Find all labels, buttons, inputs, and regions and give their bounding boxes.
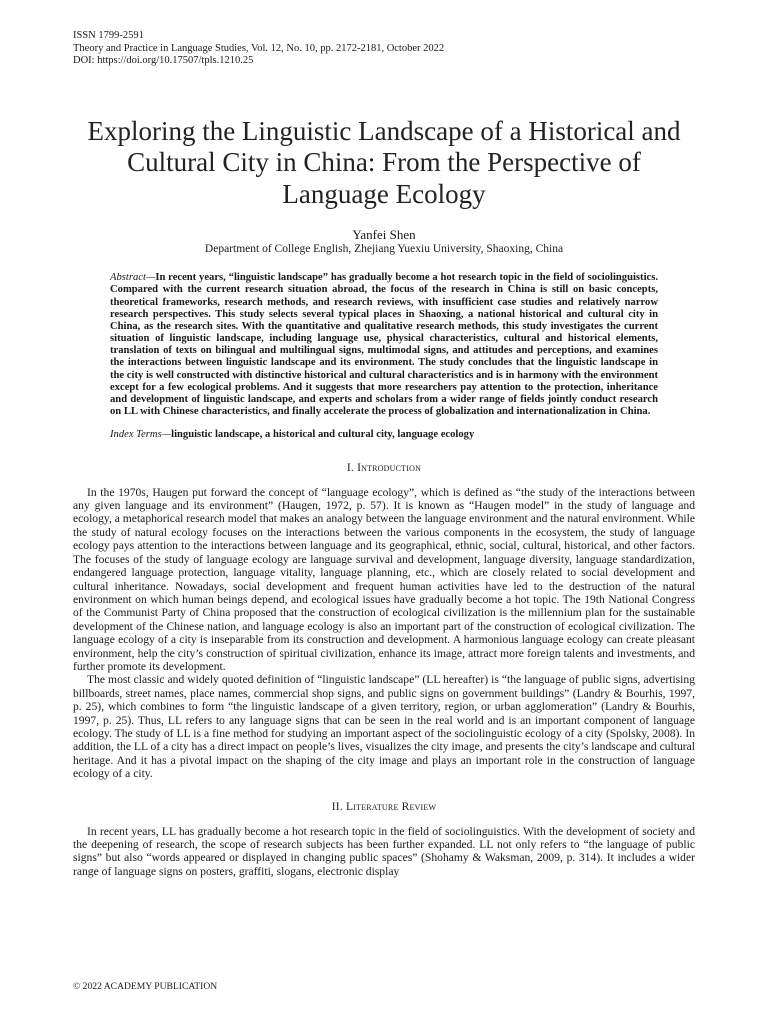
abstract [110,272,658,418]
index-terms [110,429,658,442]
body-paragraph: In recent years, LL has gradually become a hot research topic in the field of sociolinguistics. With the development of society and the deepening of research, the scope of research subjects has been further expanded. LL not only refers to “the language of public signs” but also “words appeared or displayed in changing public spaces” (Shohamy & Waksman, 2009, p. 314). It includes a wider range of language signs on posters, graffiti, slogans, electronic display [73,824,695,878]
issn: ISSN 1799-2591 [73,30,144,41]
section-number: I. [346,461,358,474]
index-terms-label: Index Terms— [110,429,172,441]
copyright-footer: © 2022 ACADEMY PUBLICATION [73,981,218,992]
section-heading-literature-review [73,801,695,814]
abstract-label: Abstract— [110,272,156,284]
section-heading-introduction [73,462,695,475]
journal-page [73,30,695,878]
author-name: Yanfei Shen [352,227,416,243]
doi-link[interactable]: DOI: https://doi.org/10.17507/tpls.1210.25 [73,55,254,67]
journal-citation: Theory and Practice in Language Studies, Vol. 12, No. 10, pp. 2172-2181, October 2022 [73,42,445,54]
section-title: Literature Review [345,800,437,813]
body-paragraph: In the 1970s, Haugen put forward the concept of “language ecology”, which is defined as “the study of the interactions between any given language and its environment” (Haugen, 1972, p. 57). It is known as “Haugen model” in the study of language and ecology, a metaphorical research model that makes an analogy between the language environment and the natural environment. While the study of natural ecology focuses on the interactions between the various components in the ecosystem, the study of language ecology pays attention to the interactions between language and its geographical, ethnic, social, cultural, historical, and other factors. The focuses of the study of language ecology are language survival and development, language diversity, language standardization, endangered language protection, language vitality, language planning, etc., which are closely related to social development and cultural inheritance. Nowadays, social development and frequent human activities have led to the destruction of the natural environment on which human beings depend, and ecological issues have gradually become a hot topic. The 19th National Congress of the Communist Party of China proposed that the construction of ecological civilization is the millennium plan for the sustainable development of the Chinese nation, and language ecology is also an important part of the construction of ecological civilization. The language ecology of a city is inseparable from its construction and development. A harmonious language ecology can create pleasant environment, help the city’s construction of spiritual civilization, enhance its image, attract more foreign talents and investments, and further promote its development. [73,485,695,673]
index-terms-text: linguistic landscape, a historical and cultural city, language ecology [171,429,475,441]
body-paragraph: The most classic and widely quoted definition of “linguistic landscape” (LL hereafter) is “the language of public signs, advertising billboards, street names, place names, commercial shop signs, and public signs on government buildings” (Landry & Bourhis, 1997, p. 25), which combines to form “the linguistic landscape of a given territory, region, or urban agglomeration” (Landry & Bourhis, 1997, p. 25). Thus, LL refers to any language signs that can be seen in the real world and is an important component of language ecology. The study of LL is a fine method for studying an important aspect of the sociolinguistic ecology of a city (Spolsky, 2008). In addition, the LL of a city has a direct impact on people’s lives, visualizes the city image, and presents the city’s landscape and cultural heritage. And it has a pivotal impact on the shaping of the city image and plays an important role in the construction of language ecology of a city. [73,673,695,781]
journal-header [73,30,695,68]
paper-title: Exploring the Linguistic Landscape of a Historical and Cultural City in China: From the Perspective of Language Ecology [87,115,681,209]
author-affiliation: Department of College English, Zhejiang Yuexiu University, Shaoxing, China [204,243,564,256]
section-title: Introduction [357,461,422,474]
section-number: II. [331,800,346,813]
abstract-text: In recent years, “linguistic landscape” has gradually become a hot research topic in the field of sociolinguistics. Compared with the current research situation abroad, the focus of the research in China is still on basic concepts, theoretical frameworks, research methods, and research reviews, with insufficient case studies and relatively narrow research perspectives. This study selects several typical places in Shaoxing, a national historical and cultural city in China, as the research sites. With the quantitative and qualitative research methods, this study investigates the current situation of linguistic landscape, including language use, physical characteristics, cultural and historical elements, translation of texts on bilingual and multilingual signs, multimodal signs, and attitudes and perceptions, and examines the interactions between linguistic landscape and its environment. The study concludes that the linguistic landscape in the city is well constructed with distinctive historical and cultural characteristics and is in harmony with the environment except for a few ecological problems. And it suggests that more researchers pay attention to the protection, inheritance and development of linguistic landscape, and experts and scholars from a wider range of fields jointly conduct research on LL with Chinese characteristics, and finally accelerate the process of globalization and internationalization in China. [110,272,658,417]
